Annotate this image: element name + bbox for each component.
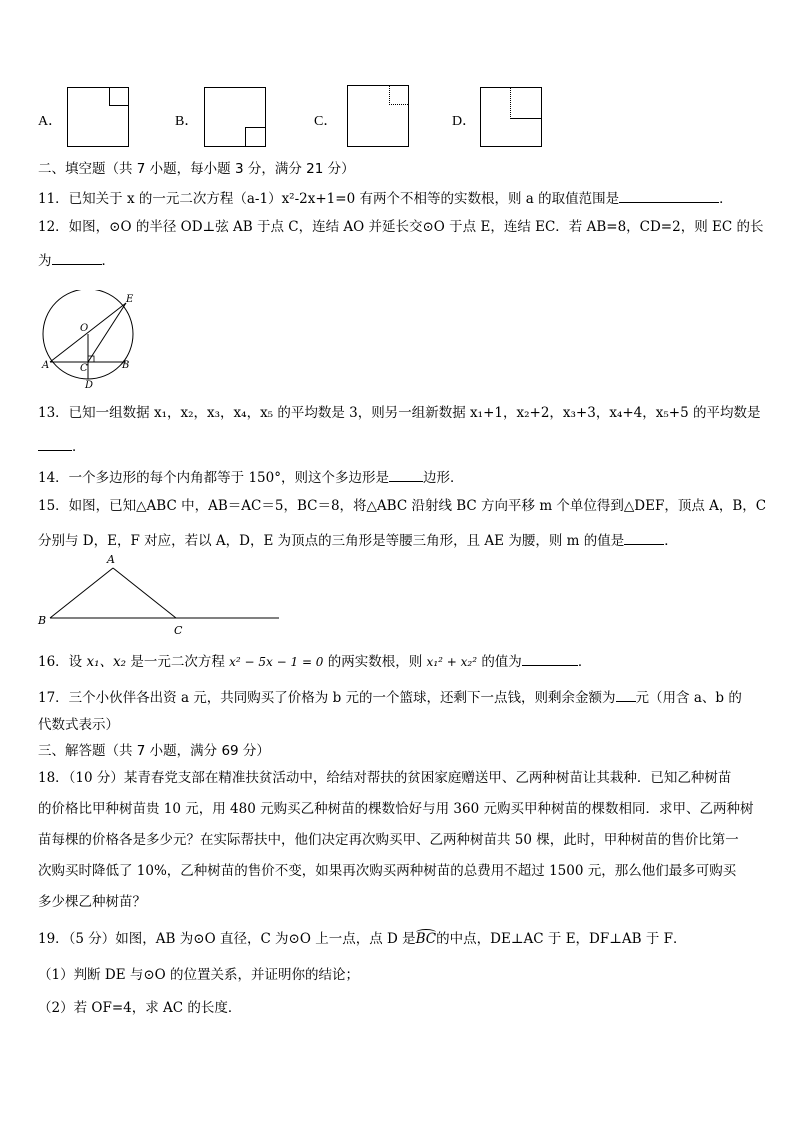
section-3-heading: 三、解答题（共 7 小题，满分 69 分） xyxy=(38,743,270,759)
question-15-line-1: 15．如图，已知△ABC 中，AB＝AC＝5，BC＝8，将△ABC 沿射线 BC 方向平移 m 个单位得到△DEF，顶点 A，B，C xyxy=(38,498,767,514)
question-11-text: 11．已知关于 x 的一元二次方程（a-1）x²-2x+1=0 有两个不相等的实数根，则 a 的取值范围是 xyxy=(38,191,620,207)
label-a: A xyxy=(42,360,50,371)
arc-bc xyxy=(416,933,437,947)
option-d-label: D． xyxy=(452,114,477,129)
question-18-line-2: 的价格比甲种树苗贵 10 元，用 480 元购买乙种树苗的棵数恰好与用 360 元购买甲种树苗的棵数相同．求甲、乙两种树 xyxy=(38,801,754,817)
question-12-line-2-text: 为 xyxy=(38,253,52,269)
question-19-line-1 xyxy=(38,933,687,947)
question-12-line-1: 12．如图，⊙O 的半径 OD⊥弦 AB 于点 C，连结 AO 并延长交⊙O 于点 E，连结 EC．若 AB=8，CD=2，则 EC 的长 xyxy=(38,219,764,235)
question-18-line-5: 多少棵乙种树苗？ xyxy=(38,894,146,910)
option-b-figure xyxy=(204,87,266,147)
question-15-line-2-text: 分别与 D，E，F 对应，若以 A，D，E 为顶点的三角形是等腰三角形，且 AE 为腰，则 m 的值是 xyxy=(38,533,625,549)
question-17-text-a: 17．三个小伙伴各出资 a 元，共同购买了价格为 b 元的一个篮球，还剩下一点钱，则剩余金额为 xyxy=(38,690,616,706)
question-13-line-1: 13．已知一组数据 x₁，x₂，x₃，x₄，x₅ 的平均数是 3，则另一组新数据 x₁+1，x₂+2，x₃+3，x₄+4，x₅+5 的平均数是 xyxy=(38,405,761,421)
option-b-label: B． xyxy=(175,114,199,129)
question-17-line-1 xyxy=(38,689,742,706)
label-d: D xyxy=(85,380,94,390)
option-c-inner-square xyxy=(389,86,408,105)
question-14-text: 14．一个多边形的每个内角都等于 150°，则这个多边形是 xyxy=(38,470,389,486)
question-13-line-2: ． xyxy=(38,438,86,455)
arc-bc-label: BC xyxy=(415,931,437,947)
figure-12-circle xyxy=(36,290,146,390)
label-e: E xyxy=(126,294,134,305)
question-19-text-a: 19．（5 分）如图，AB 为⊙O 直径，C 为⊙O 上一点，点 D 是 xyxy=(38,931,416,947)
label-b: B xyxy=(38,614,47,627)
question-18-line-4: 次购买时降低了 10%，乙种树苗的售价不变，如果再次购买两种树苗的总费用不超过 1500 元，那么他们最多可购买 xyxy=(38,863,737,879)
question-16-roots: x₁、x₂ xyxy=(86,654,127,670)
question-16-text-a: 是一元二次方程 xyxy=(130,654,225,670)
question-14 xyxy=(38,469,464,486)
question-19-text-b: 的中点，DE⊥AC 于 E，DF⊥AB 于 F． xyxy=(436,931,687,947)
question-17-line-2: 代数式表示） xyxy=(38,717,119,733)
question-16-text-b: 的两实数根，则 xyxy=(327,654,423,670)
question-19-part-2: （2）若 OF=4，求 AC 的长度． xyxy=(38,1000,242,1016)
option-a-label: A． xyxy=(38,114,63,129)
label-c: C xyxy=(174,624,183,637)
question-15-line-2: 分别与 D，E，F 对应，若以 A，D，E 为顶点的三角形是等腰三角形，且 AE 为腰，则 m 的值是 ． xyxy=(38,533,678,549)
label-a: A xyxy=(107,553,115,566)
question-16-prefix: 16．设 xyxy=(38,654,83,670)
question-16-expression: x₁² + x₂² xyxy=(426,655,478,669)
side-ab xyxy=(50,568,113,618)
question-12-line-2: 为 ． xyxy=(38,253,115,269)
section-2-heading: 二、填空题（共 7 小题，每小题 3 分，满分 21 分） xyxy=(38,161,355,177)
question-19-part-1: （1）判断 DE 与⊙O 的位置关系，并证明你的结论； xyxy=(38,967,360,983)
option-d-figure xyxy=(480,87,542,147)
question-11: 11．已知关于 x 的一元二次方程（a-1）x²-2x+1=0 有两个不相等的实数根，则 a 的取值范围是 ． xyxy=(38,191,733,207)
segment-ec xyxy=(88,303,126,362)
side-ac xyxy=(113,568,176,618)
option-c-label: C． xyxy=(314,114,338,129)
option-a-figure xyxy=(67,87,129,147)
question-14-suffix: 边形． xyxy=(423,470,464,486)
figure-15-triangle xyxy=(34,550,284,640)
option-a-inner-square xyxy=(109,88,128,106)
option-c-figure xyxy=(347,85,409,147)
label-c: C xyxy=(80,363,88,374)
question-16-equation: x² − 5x − 1 = 0 xyxy=(229,655,324,669)
question-18-line-3: 苗每棵的价格各是多少元？在实际帮扶中，他们决定再次购买甲、乙两种树苗共 50 棵，此时，甲种树苗的售价比第一 xyxy=(38,832,739,848)
question-16-suffix: 的值为 xyxy=(481,654,522,670)
option-d-inner-square xyxy=(510,88,541,119)
question-17-text-b: 元（用含 a、b 的 xyxy=(635,690,742,706)
question-16: 16．设 x₁、x₂ 是一元二次方程 x² − 5x − 1 = 0 的两实数根，则 x₁² + x₂² 的值为 ． xyxy=(38,654,592,670)
label-o: O xyxy=(80,323,89,334)
option-b-inner-square xyxy=(245,127,265,146)
label-b: B xyxy=(122,360,130,371)
question-18-line-1: 18．（10 分）某青春党支部在精准扶贫活动中，给结对帮扶的贫困家庭赠送甲、乙两种树苗让其栽种．已知乙种树苗 xyxy=(38,770,732,786)
